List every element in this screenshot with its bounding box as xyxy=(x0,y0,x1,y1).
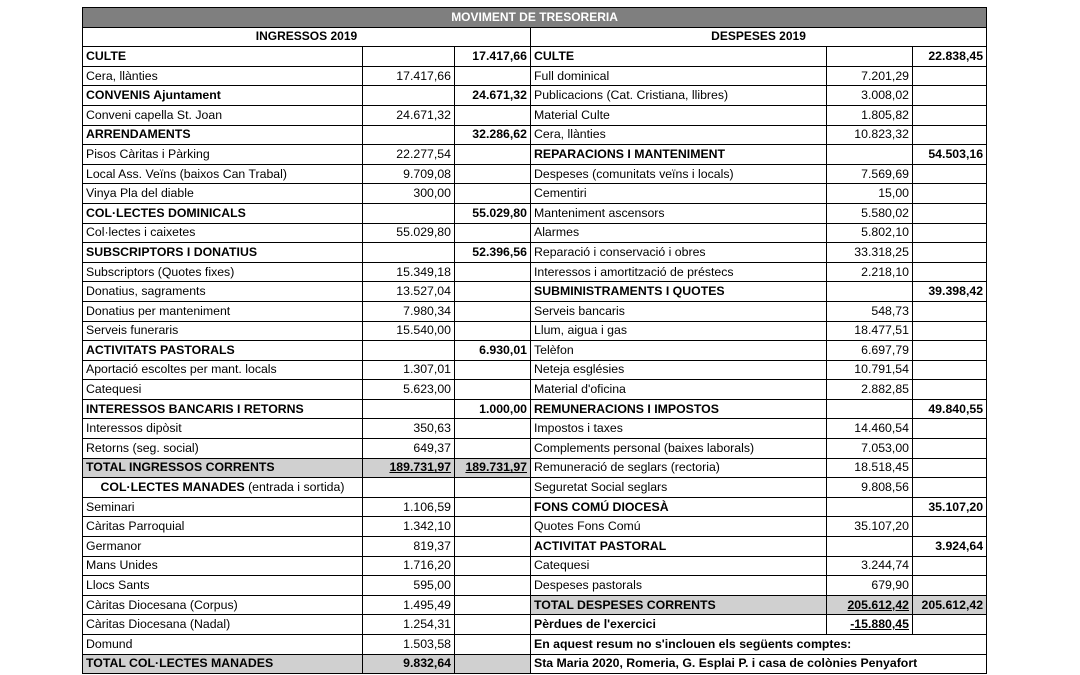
expense-total xyxy=(913,203,987,223)
income-label: Conveni capella St. Joan xyxy=(83,105,363,125)
income-amount: 1.495,49 xyxy=(363,595,455,615)
income-total xyxy=(455,537,531,557)
right-note: En aquest resum no s'inclouen els següents comptes: xyxy=(531,635,987,655)
table-row xyxy=(83,125,987,145)
expense-label: Neteja esglésies xyxy=(531,360,827,380)
expense-label: Cera, llànties xyxy=(531,125,827,145)
table-row xyxy=(83,478,987,498)
expense-label: REPARACIONS I MANTENIMENT xyxy=(531,145,827,165)
table-row xyxy=(83,497,987,517)
income-total: 52.396,56 xyxy=(455,243,531,263)
income-amount xyxy=(363,86,455,106)
table-row xyxy=(83,105,987,125)
expense-amount: 1.805,82 xyxy=(827,105,913,125)
income-label: Donatius per manteniment xyxy=(83,301,363,321)
expense-amount: 10.823,32 xyxy=(827,125,913,145)
expense-total: 49.840,55 xyxy=(913,399,987,419)
income-label: Mans Unides xyxy=(83,556,363,576)
expense-amount xyxy=(827,537,913,557)
income-total xyxy=(455,223,531,243)
income-label: INTERESSOS BANCARIS I RETORNS xyxy=(83,399,363,419)
income-amount: 15.540,00 xyxy=(363,321,455,341)
income-total: 24.671,32 xyxy=(455,86,531,106)
expense-label: FONS COMÚ DIOCESÀ xyxy=(531,497,827,517)
income-amount: 7.980,34 xyxy=(363,301,455,321)
table-row xyxy=(83,458,987,478)
table-row xyxy=(83,419,987,439)
income-amount: 350,63 xyxy=(363,419,455,439)
income-amount: 1.342,10 xyxy=(363,517,455,537)
income-label: ACTIVITATS PASTORALS xyxy=(83,341,363,361)
expense-amount: -15.880,45 xyxy=(827,615,913,635)
income-amount: 22.277,54 xyxy=(363,145,455,165)
table-row xyxy=(83,635,987,655)
income-amount xyxy=(363,203,455,223)
income-label: Interessos dipòsit xyxy=(83,419,363,439)
income-label: ARRENDAMENTS xyxy=(83,125,363,145)
expense-label: Reparació i conservació i obres xyxy=(531,243,827,263)
income-label: Càritas Diocesana (Corpus) xyxy=(83,595,363,615)
expense-total xyxy=(913,243,987,263)
income-label: Catequesi xyxy=(83,380,363,400)
table-row xyxy=(83,321,987,341)
income-label: Aportació escoltes per mant. locals xyxy=(83,360,363,380)
income-total xyxy=(455,380,531,400)
income-label: Càritas Parroquial xyxy=(83,517,363,537)
expense-amount: 3.244,74 xyxy=(827,556,913,576)
income-total xyxy=(455,556,531,576)
expense-total xyxy=(913,262,987,282)
income-total xyxy=(455,419,531,439)
income-total xyxy=(455,360,531,380)
table-row xyxy=(83,66,987,86)
income-amount: 17.417,66 xyxy=(363,66,455,86)
table-row xyxy=(83,282,987,302)
expense-label: REMUNERACIONS I IMPOSTOS xyxy=(531,399,827,419)
expense-total xyxy=(913,615,987,635)
table-row xyxy=(83,47,987,67)
income-amount: 9.709,08 xyxy=(363,164,455,184)
expense-label: Full dominical xyxy=(531,66,827,86)
expense-amount: 2.882,85 xyxy=(827,380,913,400)
table-row xyxy=(83,341,987,361)
expense-amount xyxy=(827,145,913,165)
income-label: Subscriptors (Quotes fixes) xyxy=(83,262,363,282)
expense-total xyxy=(913,301,987,321)
expense-amount xyxy=(827,282,913,302)
expense-amount: 548,73 xyxy=(827,301,913,321)
expense-label: Quotes Fons Comú xyxy=(531,517,827,537)
income-amount: 55.029,80 xyxy=(363,223,455,243)
expense-amount: 18.518,45 xyxy=(827,458,913,478)
expense-total: 205.612,42 xyxy=(913,595,987,615)
expense-label: Publicacions (Cat. Cristiana, llibres) xyxy=(531,86,827,106)
table-row xyxy=(83,86,987,106)
right-note: Sta Maria 2020, Romeria, G. Esplai P. i casa de colònies Penyafort xyxy=(531,654,987,674)
income-total xyxy=(455,615,531,635)
income-total xyxy=(455,439,531,459)
section-note: (entrada i sortida) xyxy=(244,480,345,495)
income-total xyxy=(455,66,531,86)
income-amount: 189.731,97 xyxy=(363,458,455,478)
expense-label: CULTE xyxy=(531,47,827,67)
table-row xyxy=(83,380,987,400)
expense-amount: 7.201,29 xyxy=(827,66,913,86)
expense-label: Pèrdues de l'exercici xyxy=(531,615,827,635)
expense-amount xyxy=(827,497,913,517)
income-total xyxy=(455,164,531,184)
table-row xyxy=(83,262,987,282)
income-label: Col·lectes i caixetes xyxy=(83,223,363,243)
expense-label: Serveis bancaris xyxy=(531,301,827,321)
income-label: TOTAL INGRESSOS CORRENTS xyxy=(83,458,363,478)
expense-amount xyxy=(827,399,913,419)
expense-amount: 35.107,20 xyxy=(827,517,913,537)
income-label xyxy=(83,478,363,498)
expense-label: SUBMINISTRAMENTS I QUOTES xyxy=(531,282,827,302)
expense-amount: 33.318,25 xyxy=(827,243,913,263)
income-label: CULTE xyxy=(83,47,363,67)
expense-total xyxy=(913,419,987,439)
expense-amount: 5.802,10 xyxy=(827,223,913,243)
income-total: 1.000,00 xyxy=(455,399,531,419)
table-row xyxy=(83,615,987,635)
income-amount: 1.254,31 xyxy=(363,615,455,635)
income-total xyxy=(455,635,531,655)
table-row xyxy=(83,556,987,576)
income-total xyxy=(455,654,531,674)
income-label: Domund xyxy=(83,635,363,655)
income-amount: 5.623,00 xyxy=(363,380,455,400)
table-row xyxy=(83,439,987,459)
table-row xyxy=(83,184,987,204)
expense-label: TOTAL DESPESES CORRENTS xyxy=(531,595,827,615)
income-amount: 1.503,58 xyxy=(363,635,455,655)
income-total xyxy=(455,262,531,282)
expense-amount: 14.460,54 xyxy=(827,419,913,439)
expense-label: Catequesi xyxy=(531,556,827,576)
expense-total xyxy=(913,321,987,341)
table-row xyxy=(83,576,987,596)
income-label: COL·LECTES DOMINICALS xyxy=(83,203,363,223)
expense-label: Cementiri xyxy=(531,184,827,204)
income-label: Cera, llànties xyxy=(83,66,363,86)
expense-label: Seguretat Social seglars xyxy=(531,478,827,498)
expense-label: Llum, aigua i gas xyxy=(531,321,827,341)
income-label: Llocs Sants xyxy=(83,576,363,596)
expense-total xyxy=(913,184,987,204)
expense-total: 22.838,45 xyxy=(913,47,987,67)
income-total xyxy=(455,497,531,517)
expense-total: 54.503,16 xyxy=(913,145,987,165)
expense-total xyxy=(913,380,987,400)
income-amount xyxy=(363,341,455,361)
expense-label: Telèfon xyxy=(531,341,827,361)
income-label: TOTAL COL·LECTES MANADES xyxy=(83,654,363,674)
sheet-title: MOVIMENT DE TRESORERIA xyxy=(83,8,987,28)
expense-total xyxy=(913,125,987,145)
table-row xyxy=(83,243,987,263)
expense-total xyxy=(913,517,987,537)
expense-amount: 15,00 xyxy=(827,184,913,204)
expense-label: Despeses pastorals xyxy=(531,576,827,596)
income-label: Pisos Càritas i Pàrking xyxy=(83,145,363,165)
income-total xyxy=(455,595,531,615)
expense-amount: 18.477,51 xyxy=(827,321,913,341)
expense-total xyxy=(913,458,987,478)
income-amount: 1.716,20 xyxy=(363,556,455,576)
expense-amount: 10.791,54 xyxy=(827,360,913,380)
table-row xyxy=(83,595,987,615)
income-total xyxy=(455,184,531,204)
income-label: Retorns (seg. social) xyxy=(83,439,363,459)
section-label: COL·LECTES MANADES xyxy=(100,480,245,495)
income-amount xyxy=(363,47,455,67)
expense-total xyxy=(913,360,987,380)
treasury-table xyxy=(82,7,987,674)
table-row xyxy=(83,360,987,380)
expense-amount: 3.008,02 xyxy=(827,86,913,106)
income-label: Germanor xyxy=(83,537,363,557)
expense-label: Impostos i taxes xyxy=(531,419,827,439)
income-amount: 1.307,01 xyxy=(363,360,455,380)
table-row xyxy=(83,164,987,184)
table-row xyxy=(83,203,987,223)
expense-total xyxy=(913,164,987,184)
table-row xyxy=(83,517,987,537)
income-label: SUBSCRIPTORS I DONATIUS xyxy=(83,243,363,263)
expense-total xyxy=(913,105,987,125)
expense-total: 39.398,42 xyxy=(913,282,987,302)
income-amount: 9.832,64 xyxy=(363,654,455,674)
expense-total xyxy=(913,341,987,361)
income-amount xyxy=(363,125,455,145)
expense-total: 3.924,64 xyxy=(913,537,987,557)
expense-amount xyxy=(827,47,913,67)
income-label: Serveis funeraris xyxy=(83,321,363,341)
income-amount: 1.106,59 xyxy=(363,497,455,517)
income-total xyxy=(455,105,531,125)
table-row xyxy=(83,399,987,419)
income-amount: 13.527,04 xyxy=(363,282,455,302)
expense-amount: 2.218,10 xyxy=(827,262,913,282)
expense-label: Complements personal (baixes laborals) xyxy=(531,439,827,459)
expense-amount: 9.808,56 xyxy=(827,478,913,498)
income-label: Donatius, sagraments xyxy=(83,282,363,302)
income-label: Càritas Diocesana (Nadal) xyxy=(83,615,363,635)
expense-total xyxy=(913,86,987,106)
income-total: 32.286,62 xyxy=(455,125,531,145)
expense-label: Manteniment ascensors xyxy=(531,203,827,223)
despeses-header: DESPESES 2019 xyxy=(531,27,987,47)
income-total xyxy=(455,301,531,321)
income-label: Seminari xyxy=(83,497,363,517)
income-amount: 649,37 xyxy=(363,439,455,459)
expense-amount: 5.580,02 xyxy=(827,203,913,223)
income-label: Vinya Pla del diable xyxy=(83,184,363,204)
income-total: 17.417,66 xyxy=(455,47,531,67)
table-row xyxy=(83,537,987,557)
income-amount xyxy=(363,399,455,419)
expense-total xyxy=(913,556,987,576)
table-row xyxy=(83,145,987,165)
expense-label: Alarmes xyxy=(531,223,827,243)
expense-total xyxy=(913,478,987,498)
table-row xyxy=(83,223,987,243)
income-total xyxy=(455,145,531,165)
income-total xyxy=(455,517,531,537)
expense-amount: 6.697,79 xyxy=(827,341,913,361)
income-amount xyxy=(363,243,455,263)
income-amount: 595,00 xyxy=(363,576,455,596)
income-total: 189.731,97 xyxy=(455,458,531,478)
expense-label: Material d'oficina xyxy=(531,380,827,400)
expense-amount: 205.612,42 xyxy=(827,595,913,615)
expense-total xyxy=(913,223,987,243)
income-total xyxy=(455,282,531,302)
income-amount: 819,37 xyxy=(363,537,455,557)
income-amount: 300,00 xyxy=(363,184,455,204)
expense-amount: 679,90 xyxy=(827,576,913,596)
income-total: 6.930,01 xyxy=(455,341,531,361)
income-total xyxy=(455,478,531,498)
expense-label: ACTIVITAT PASTORAL xyxy=(531,537,827,557)
income-label: Local Ass. Veïns (baixos Can Trabal) xyxy=(83,164,363,184)
ingressos-header: INGRESSOS 2019 xyxy=(83,27,531,47)
expense-label: Despeses (comunitats veïns i locals) xyxy=(531,164,827,184)
income-total: 55.029,80 xyxy=(455,203,531,223)
income-amount: 24.671,32 xyxy=(363,105,455,125)
table-row xyxy=(83,654,987,674)
expense-amount: 7.053,00 xyxy=(827,439,913,459)
expense-total xyxy=(913,66,987,86)
income-amount xyxy=(363,478,455,498)
treasury-sheet xyxy=(82,7,986,674)
expense-total xyxy=(913,576,987,596)
expense-label: Interessos i amortització de préstecs xyxy=(531,262,827,282)
income-total xyxy=(455,321,531,341)
expense-label: Remuneració de seglars (rectoria) xyxy=(531,458,827,478)
expense-amount: 7.569,69 xyxy=(827,164,913,184)
income-amount: 15.349,18 xyxy=(363,262,455,282)
income-total xyxy=(455,576,531,596)
income-label: CONVENIS Ajuntament xyxy=(83,86,363,106)
table-row xyxy=(83,301,987,321)
expense-total: 35.107,20 xyxy=(913,497,987,517)
expense-label: Material Culte xyxy=(531,105,827,125)
expense-total xyxy=(913,439,987,459)
